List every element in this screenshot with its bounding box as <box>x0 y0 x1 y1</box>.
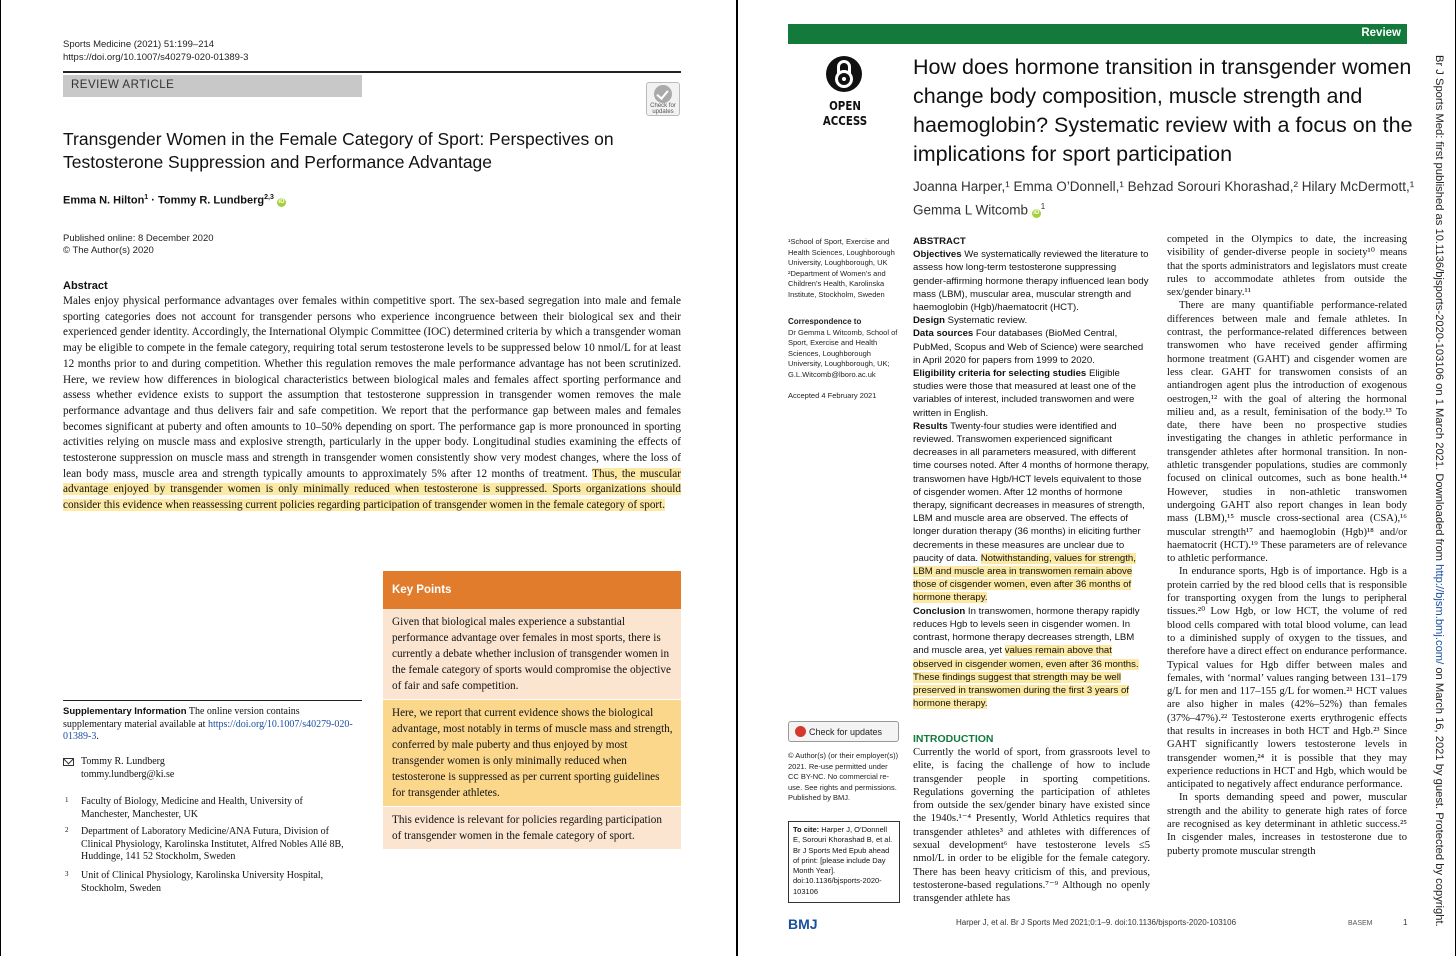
key-point: Given that biological males experience a substantial performance advantage over females in most sports, there is currently a debate whether inclusion of transgender women in the female category of sports would compromise the objective of fair and safe competition. <box>383 609 681 700</box>
key-point: This evidence is relevant for policies regarding participation of transgender women in the female category of sport. <box>383 807 681 850</box>
open-access-lock-icon <box>826 56 862 92</box>
footnote-rule <box>63 700 362 701</box>
header-rule <box>63 71 681 73</box>
envelope-icon <box>63 758 74 766</box>
key-point-highlighted: Here, we report that current evidence shows the biological advantage, most notably in terms of muscle mass and strength, conferred by male puberty and thus enjoyed by most transgender women is only minimally reduced when testosterone is suppressed as per current sporting guidelines for transgender athletes. <box>383 700 681 807</box>
author-name[interactable]: Emma N. Hilton <box>63 194 145 207</box>
journal-meta <box>63 38 248 64</box>
affiliation: 1 Faculty of Biology, Medicine and Health, University of Manchester, Manchester, UK <box>65 796 303 820</box>
open-access-label: OPEN ACCESS <box>822 98 868 128</box>
vertical-download-notice: Br J Sports Med: first published as 10.1136/bjsports-2020-103106 on 1 March 2021. Downloaded from http://bjsm.bmj.com/ on March 16, 2021 by guest. Protected by copyright. <box>1433 55 1445 927</box>
check-for-updates-button[interactable]: Check for updates <box>788 721 899 742</box>
author-list: Emma N. Hilton$^1$ · Tommy R. Lundberg$^{2,3}$ iD <box>63 194 285 207</box>
key-points-heading: Key Points <box>383 571 681 609</box>
check-icon <box>654 85 672 103</box>
journal-line: Sports Medicine (2021) 51:199–214 <box>63 39 215 50</box>
license-text: © Author(s) (or their employer(s)) 2021. Re-use permitted under CC BY-NC. No commercial re-use. See rights and permissions. Published by BMJ. <box>788 751 899 802</box>
body-paragraph: competed in the Olympics to date, the increasing visibility of gender-diverse people in society¹⁰ means that the sports administrators and legislators must create rules to accommodate athletes from outside the sex/gender binary.¹¹ <box>1167 234 1407 299</box>
correspondence: Correspondence to Dr Gemma L Witcomb, School of Sport, Exercise and Health Sciences, Loughborough University, Loughborough, UK; G.L.Witcomb@lboro.ac.uk <box>788 317 898 379</box>
structured-abstract: ABSTRACT Objectives We systematically reviewed the literature to assess how long-term testosterone suppressing gender-affirming hormone therapy influenced lean body mass (LBM), muscular area, muscular strength and haemoglobin (Hgb)/haematocrit (HCT). Design Systematic review. Data sources Four databases (BioMed Central, PubMed, Scopus and Web of Science) were searched in April 2020 for papers from 1999 to 2020. Eligibility criteria for selecting studies Eligible studies were those that measured at least one of the variables of interest, included transwomen and were written in English. Results Twenty-four studies were identified and reviewed. Transwomen experienced significant decreases in all parameters measured, with different time courses noted. After 4 months of hormone therapy, transwomen have Hgb/HCT levels equivalent to those of cisgender women. After 12 months of hormone therapy, significant decreases in measures of strength, LBM and muscle area are observed. The effects of longer duration therapy (36 months) in eliciting further decrements in these measures are unclear due to paucity of data. Notwithstanding, values for strength, LBM and muscle area in transwomen remain above those of cisgender women, even after 36 months of hormone therapy. Conclusion In transwomen, hormone therapy rapidly reduces Hgb to levels seen in cisgender women. In contrast, hormone therapy decreases strength, LBM and muscle area, yet values remain above that observed in cisgender women, even after 36 months. These findings suggest that strength may be well preserved in transwomen during the first 3 years of hormone therapy. <box>913 236 1150 710</box>
article-type-banner: REVIEW ARTICLE <box>63 75 362 97</box>
introduction-heading: INTRODUCTION <box>913 733 994 745</box>
article-title: How does hormone transition in transgender women change body composition, muscle strength and haemoglobin? Systematic review with a focus on the implications for sport participation <box>913 55 1413 166</box>
supplementary-info: Supplementary Information The online version contains supplementary material available at https://doi.org/10.1007/s40279-020-01389-3. <box>63 706 353 743</box>
orcid-icon[interactable]: iD <box>1033 209 1040 216</box>
body-paragraph: In sports demanding speed and power, muscular strength and the ability to generate high rates of force are recognised as key determinant in athletic success.²⁵ In cisgender males, increases in testosterone due to puberty promote muscular strength <box>1167 792 1407 857</box>
author-list: Joanna Harper,¹ Emma O’Donnell,¹ Behzad Sorouri Khorashad,² Hilary McDermott,¹ Gemma L Witcomb $iD^1$ <box>913 179 1415 218</box>
article-title: Transgender Women in the Female Category of Sport: Perspectives on Testosterone Suppression and Performance Advantage <box>63 129 614 172</box>
right-document-page <box>738 0 1455 956</box>
body-column <box>1167 233 1407 858</box>
bmj-logo: BMJ <box>788 916 818 932</box>
orcid-icon[interactable]: iD <box>278 198 285 205</box>
page-footer <box>788 914 1408 934</box>
introduction-text: Currently the world of sport, from grassroots level to elite, is facing the challenge of how to include transgender people in sporting competitions. Regulations governing the participation of athletes from outside the sex/gender binary have existed since the 1940s.¹⁻⁴ Presently, World Athletics requires that transgender athletes³ and athletes with differences of sexual development⁶ have testosterone levels ≤5 nmol/L in order to be eligible for the female category. There has been heavy criticism of this, and previous, testosterone-based regulations.⁷⁻⁹ Although no openly transgender athlete has <box>913 747 1150 905</box>
highlighted-text: Notwithstanding, values for strength, LBM and muscle area in transwomen remain above those of cisgender women, even after 36 months of hormone therapy. <box>913 552 1136 604</box>
supplementary-link[interactable]: https://doi.org/10.1007/s40279-020-01389-3 <box>63 718 353 743</box>
highlighted-text: Thus, the muscular advantage enjoyed by transgender women is only minimally reduced when testosterone is suppressed. Sports organizations should consider this evidence when reassessing current policies regarding participation of transgender women in the female category of sport. <box>63 467 681 512</box>
key-points-box <box>383 571 681 849</box>
affiliation: 3 Unit of Clinical Physiology, Karolinska University Hospital, Stockholm, Sweden <box>65 870 324 894</box>
section-banner: Review <box>788 24 1407 44</box>
body-paragraph: In endurance sports, Hgb is of importance. Hgb is a protein carried by the red blood cells that is responsible for transporting oxygen from the lungs to peripheral tissues.²⁰ Low Hgb, or low HCT, the volume of red blood cells compared with total blood volume, can lead to a diminished supply of oxygen to the tissues, and therefore have a direct effect on endurance performance. Typical values for Hgb differ between males and females, with ‘normal’ values ranging between 131–179 g/L for men and 117–155 g/L for women.²¹ HCT values are also higher in males (42%–52%) than females (37%–47%).²² Testosterone exerts erythrogenic effects that results in increases in both HCT and Hgb.²³ Since GAHT significantly lowers testosterone levels in transgender women,²⁴ it is possible that they may experience reductions in HCT and Hgb, which would be anticipated to negatively affect endurance performance. <box>1167 566 1407 791</box>
abstract-heading: ABSTRACT <box>913 236 966 247</box>
update-icon <box>795 726 806 737</box>
citation-box: To cite: Harper J, O’Donnell E, Sorouri Khorashad B, et al. Br J Sports Med Epub ahead of print: [please include Day Month Year]. doi:10.1136/bjsports-2020-103106 <box>788 821 900 903</box>
footer-citation: Harper J, et al. Br J Sports Med 2021;0:1–9. doi:10.1136/bjsports-2020-103106 <box>956 918 1237 927</box>
abstract-text: Males enjoy physical performance advantages over females within competitive sport. The sex-based segregation into male and female sporting categories does not account for transgender persons who experience incongruence between their biological sex and their experienced gender identity. Accordingly, the International Olympic Committee (IOC) determined criteria by which a transgender woman may be eligible to compete in the female category, requiring total serum testosterone levels to be suppressed below 10 nmol/L for at least 12 months prior to and during competition. Whether this regulation removes the male performance advantage has not been scrutinized. Here, we review how differences in biological characteristics between biological males and females affect sporting performance and assess whether evidence exists to support the assumption that testosterone suppression in transgender women removes the male performance advantage and thus delivers fair and safe competition. We report that the performance gap between males and females becomes significant at puberty and often amounts to 10–50% depending on sport. The performance gap is more pronounced in sporting activities relying on muscle mass and explosive strength, particularly in the upper body. Longitudinal studies examining the effects of testosterone suppression on muscle mass and strength in transgender women consistently show very modest changes, where the loss of lean body mass, muscle area and strength typically amounts to approximately 5% after 12 months of treatment. Thus, the muscular advantage enjoyed by transgender women is only minimally reduced when testosterone is suppressed. Sports organizations should consider this evidence when reassessing current policies regarding participation of transgender women in the female category of sport. <box>63 295 681 512</box>
contact-author: Tommy R. Lundberg tommy.lundberg@ki.se <box>63 756 353 781</box>
doi-line[interactable]: https://doi.org/10.1007/s40279-020-01389-3 <box>63 52 249 63</box>
highlighted-text: values remain above that observed in cisgender women, even after 36 months. These findings suggest that strength may be well preserved in transwomen during the first 3 years of hormone therapy. <box>913 645 1139 710</box>
check-for-updates-badge[interactable]: Check for updates <box>646 82 680 116</box>
left-document-page <box>1 0 736 956</box>
accepted-date: Accepted 4 February 2021 <box>788 391 877 400</box>
author-name[interactable]: Tommy R. Lundberg <box>157 194 265 207</box>
contact-email[interactable]: tommy.lundberg@ki.se <box>81 768 175 780</box>
page-number: 1 <box>1403 918 1408 927</box>
abstract-heading: Abstract <box>63 280 108 292</box>
basem-logo: BASEM <box>1348 920 1373 927</box>
side-affiliations: ¹School of Sport, Exercise and Health Sciences, Loughborough University, Loughborough, UK ²Department of Women’s and Children’s Health, Karolinska Institute, Stockholm, Sweden <box>788 237 895 299</box>
publication-info: Published online: 8 December 2020 © The Author(s) 2020 <box>63 233 214 256</box>
bjsm-link[interactable]: http://bjsm.bmj.com/ <box>1433 564 1445 665</box>
body-paragraph: There are many quantifiable performance-related differences between male and female athletes. In contrast, the performance-related differences between transwomen who have received gender affirming hormone treatment (GAHT) and cisgender women are less clear. GAHT for transwomen consists of an antiandrogen agent plus the introduction of exogenous oestrogen,¹² with the goal of altering the hormonal milieu and, as a result, feminisation of the body.¹³ To date, there have been no prospective studies investigating the changes in athletic performance in transgender athletes after hormonal transition. In non-athletic transgender populations, studies are commonly focused on clinical outcomes, such as bone health.¹⁴ However, studies in non-athletic transwomen undergoing GAHT also report changes in lean body mass (LBM),¹⁵ muscle cross-sectional area (CSA),¹⁶ muscular strength¹⁷ and haemoglobin (Hgb)¹⁸ and/or haematocrit (HCT).¹⁹ These parameters are of relevance to athletic performance. <box>1167 300 1407 565</box>
affiliation: 2 Department of Laboratory Medicine/ANA Futura, Division of Clinical Physiology, Karolinska Institutet, Alfred Nobles Allé 8B, Huddinge, 141 52 Stockholm, Sweden <box>65 826 344 863</box>
